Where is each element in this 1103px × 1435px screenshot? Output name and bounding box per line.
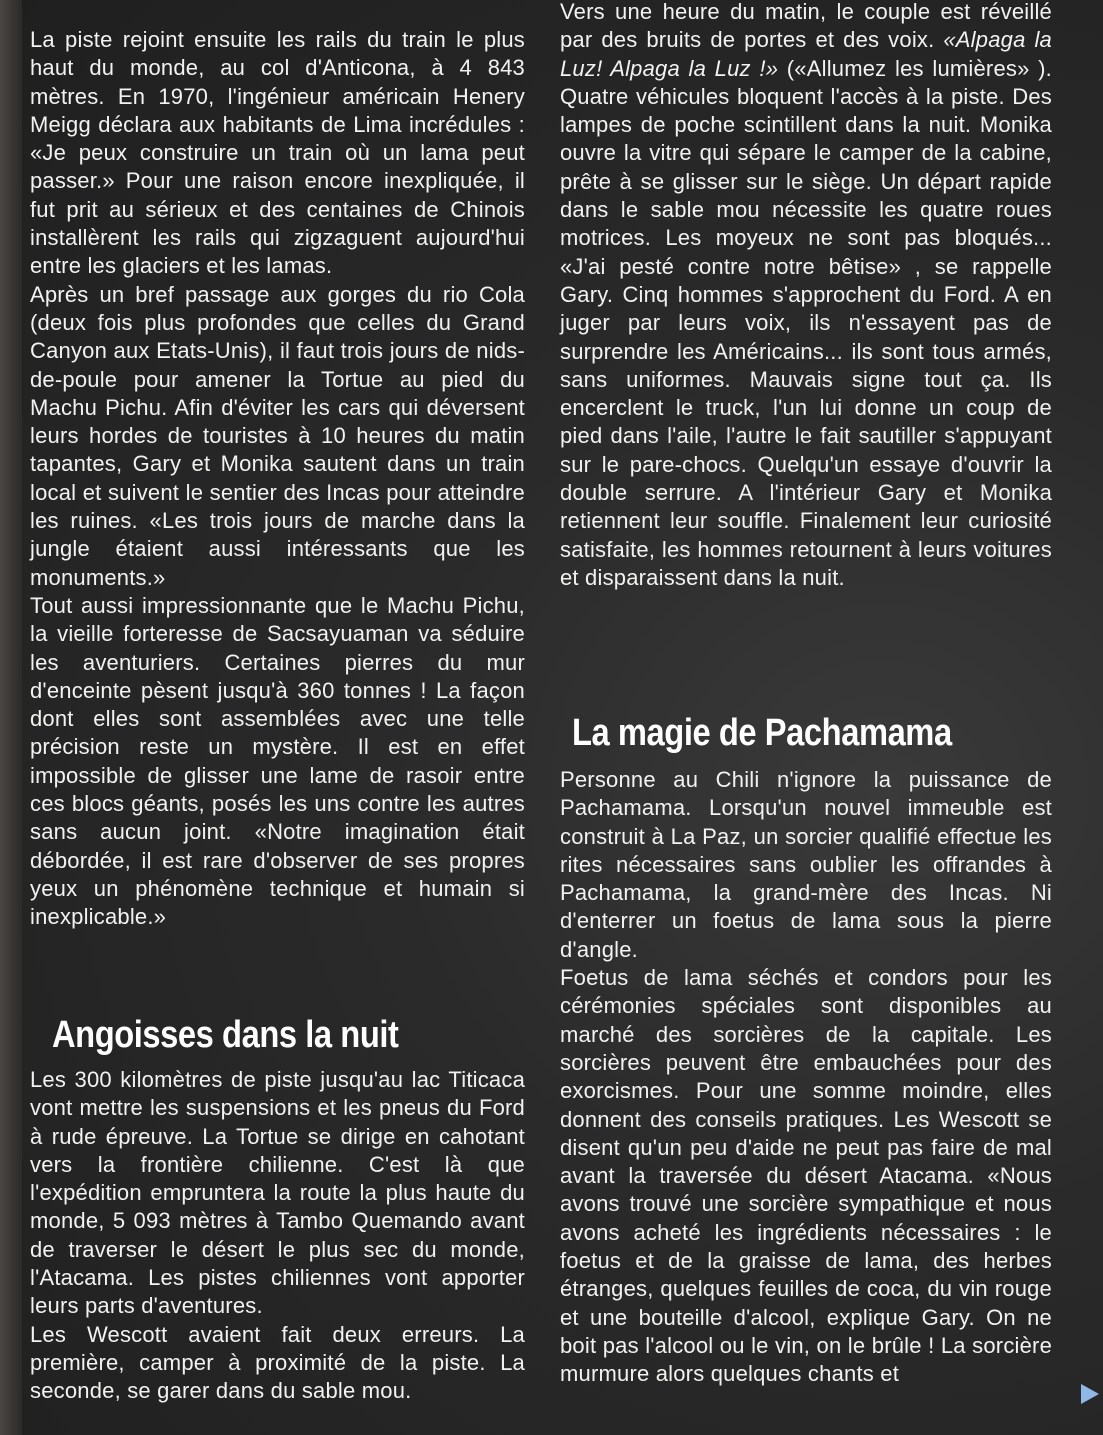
right-paragraph-2: Personne au Chili n'ignore la puissance de Pachamama. Lorsqu'un nouvel immeuble est construit à La Paz, un sorcier qualifié effectue les rites nécessaires sans oublier les offrandes à Pachamama, la grand-mère des Incas. Ni d'enterrer un foetus de lama sous la pierre d'angle.	[560, 767, 1052, 962]
right-paragraph-1	[560, 0, 1052, 592]
page-edge	[0, 0, 22, 1435]
left-column	[30, 26, 525, 932]
right-paragraph-1-start: Vers une heure du matin, le couple est réveillé par des bruits de portes et des voix.	[560, 0, 1052, 53]
section-heading-angoisses: Angoisses dans la nuit	[52, 1014, 399, 1056]
continue-arrow-icon	[1081, 1384, 1099, 1404]
right-column-bottom	[560, 766, 1052, 1389]
right-column	[560, 0, 1052, 592]
left-paragraph-2: Après un bref passage aux gorges du rio Cola (deux fois plus profondes que celles du Grand Canyon aux Etats-Unis), il faut trois jours de nids-de-poule pour amener la Tortue au pied du Machu Pichu. Afin d'éviter les cars qui déversent leurs hordes de touristes à 10 heures du matin tapantes, Gary et Monika sautent dans un train local et suivent le sentier des Incas pour atteindre les ruines. «Les trois jours de marche dans la jungle étaient aussi intéressants que les monuments.»	[30, 281, 525, 590]
left-paragraph-4: Les 300 kilomètres de piste jusqu'au lac Titicaca vont mettre les suspensions et les pneus du Ford à rude épreuve. La Tortue se dirige en cahotant vers la frontière chilienne. C'est là que l'expédition empruntera la route la plus haute du monde, 5 093 mètres à Tambo Quemando avant de traverser le désert le plus sec du monde, l'Atacama. Les pistes chiliennes vont apporter leurs parts d'aventures.	[30, 1067, 525, 1319]
right-paragraph-1-quote: «Alpaga la Luz! Alpaga la Luz !»	[560, 27, 1052, 81]
section-heading-pachamama: La magie de Pachamama	[572, 712, 952, 754]
left-column-bottom	[30, 1066, 525, 1406]
left-paragraph-5: Les Wescott avaient fait deux erreurs. La première, camper à proximité de la piste. La seconde, se garer dans du sable mou.	[30, 1321, 525, 1404]
left-paragraph-3: Tout aussi impressionnante que le Machu Pichu, la vieille forteresse de Sacsayuaman va séduire les aventuriers. Certaines pierres du mur d'enceinte pèsent jusqu'à 360 tonnes ! La façon dont elles sont assemblées avec une telle précision reste un mystère. Il est en effet impossible de glisser une lame de rasoir entre ces blocs géants, posés les uns contre les autres sans aucun joint. «Notre imagination était débordée, il est rare d'observer de ses propres yeux un phénomène technique et humain si inexplicable.»	[30, 592, 525, 930]
right-paragraph-1-end: («Allumez les lumières» ). Quatre véhicules bloquent l'accès à la piste. Des lampes de poche scintillent dans la nuit. Monika ouvre la vitre qui sépare le camper de la cabine, prête à se glisser sur le siège. Un départ rapide dans le sable mou nécessite les quatre roues motrices. Les moyeux ne sont pas bloqués... «J'ai pesté contre notre bêtise» , se rappelle Gary. Cinq hommes s'approchent du Ford. A en juger par leurs voix, ils n'essayent pas de surprendre les Américains... ils sont tous armés, sans uniformes. Mauvais signe tout ça. Ils encerclent le truck, l'un lui donne un coup de pied dans l'aile, l'autre le fait sautiller s'appuyant sur le pare-chocs. Quelqu'un essaye d'ouvrir la double serrure. A l'intérieur Gary et Monika retiennent leur souffle. Finalement leur curiosité satisfaite, les hommes retournent à leurs voitures et disparaissent dans la nuit.	[560, 55, 1052, 590]
left-paragraph-1: La piste rejoint ensuite les rails du train le plus haut du monde, au col d'Anticona, à 4 843 mètres. En 1970, l'ingénieur américain Henery Meigg déclara aux habitants de Lima incrédules : «Je peux construire un train où un lama peut passer.» Pour une raison encore inexpliquée, il fut prit au sérieux et des centaines de Chinois installèrent les rails qui zigzaguent aujourd'hui entre les glaciers et les lamas.	[30, 27, 525, 279]
right-paragraph-3: Foetus de lama séchés et condors pour les cérémonies spéciales sont disponibles au marché des sorcières de la capitale. Les sorcières peuvent être embauchées pour des exorcismes. Pour une somme moindre, elles donnent des conseils pratiques. Les Wescott se disent qu'un peu d'aide ne peut pas faire de mal avant la traversée du désert Atacama. «Nous avons trouvé une sorcière sympathique et nous avons acheté les ingrédients nécessaires : le foetus et de la graisse de lama, des herbes étranges, quelques feuilles de coca, du vin rouge et une bouteille d'alcool, explique Gary. On ne boit pas l'alcool ou le vin, on le brûle ! La sorcière murmure alors quelques chants et	[560, 965, 1052, 1387]
